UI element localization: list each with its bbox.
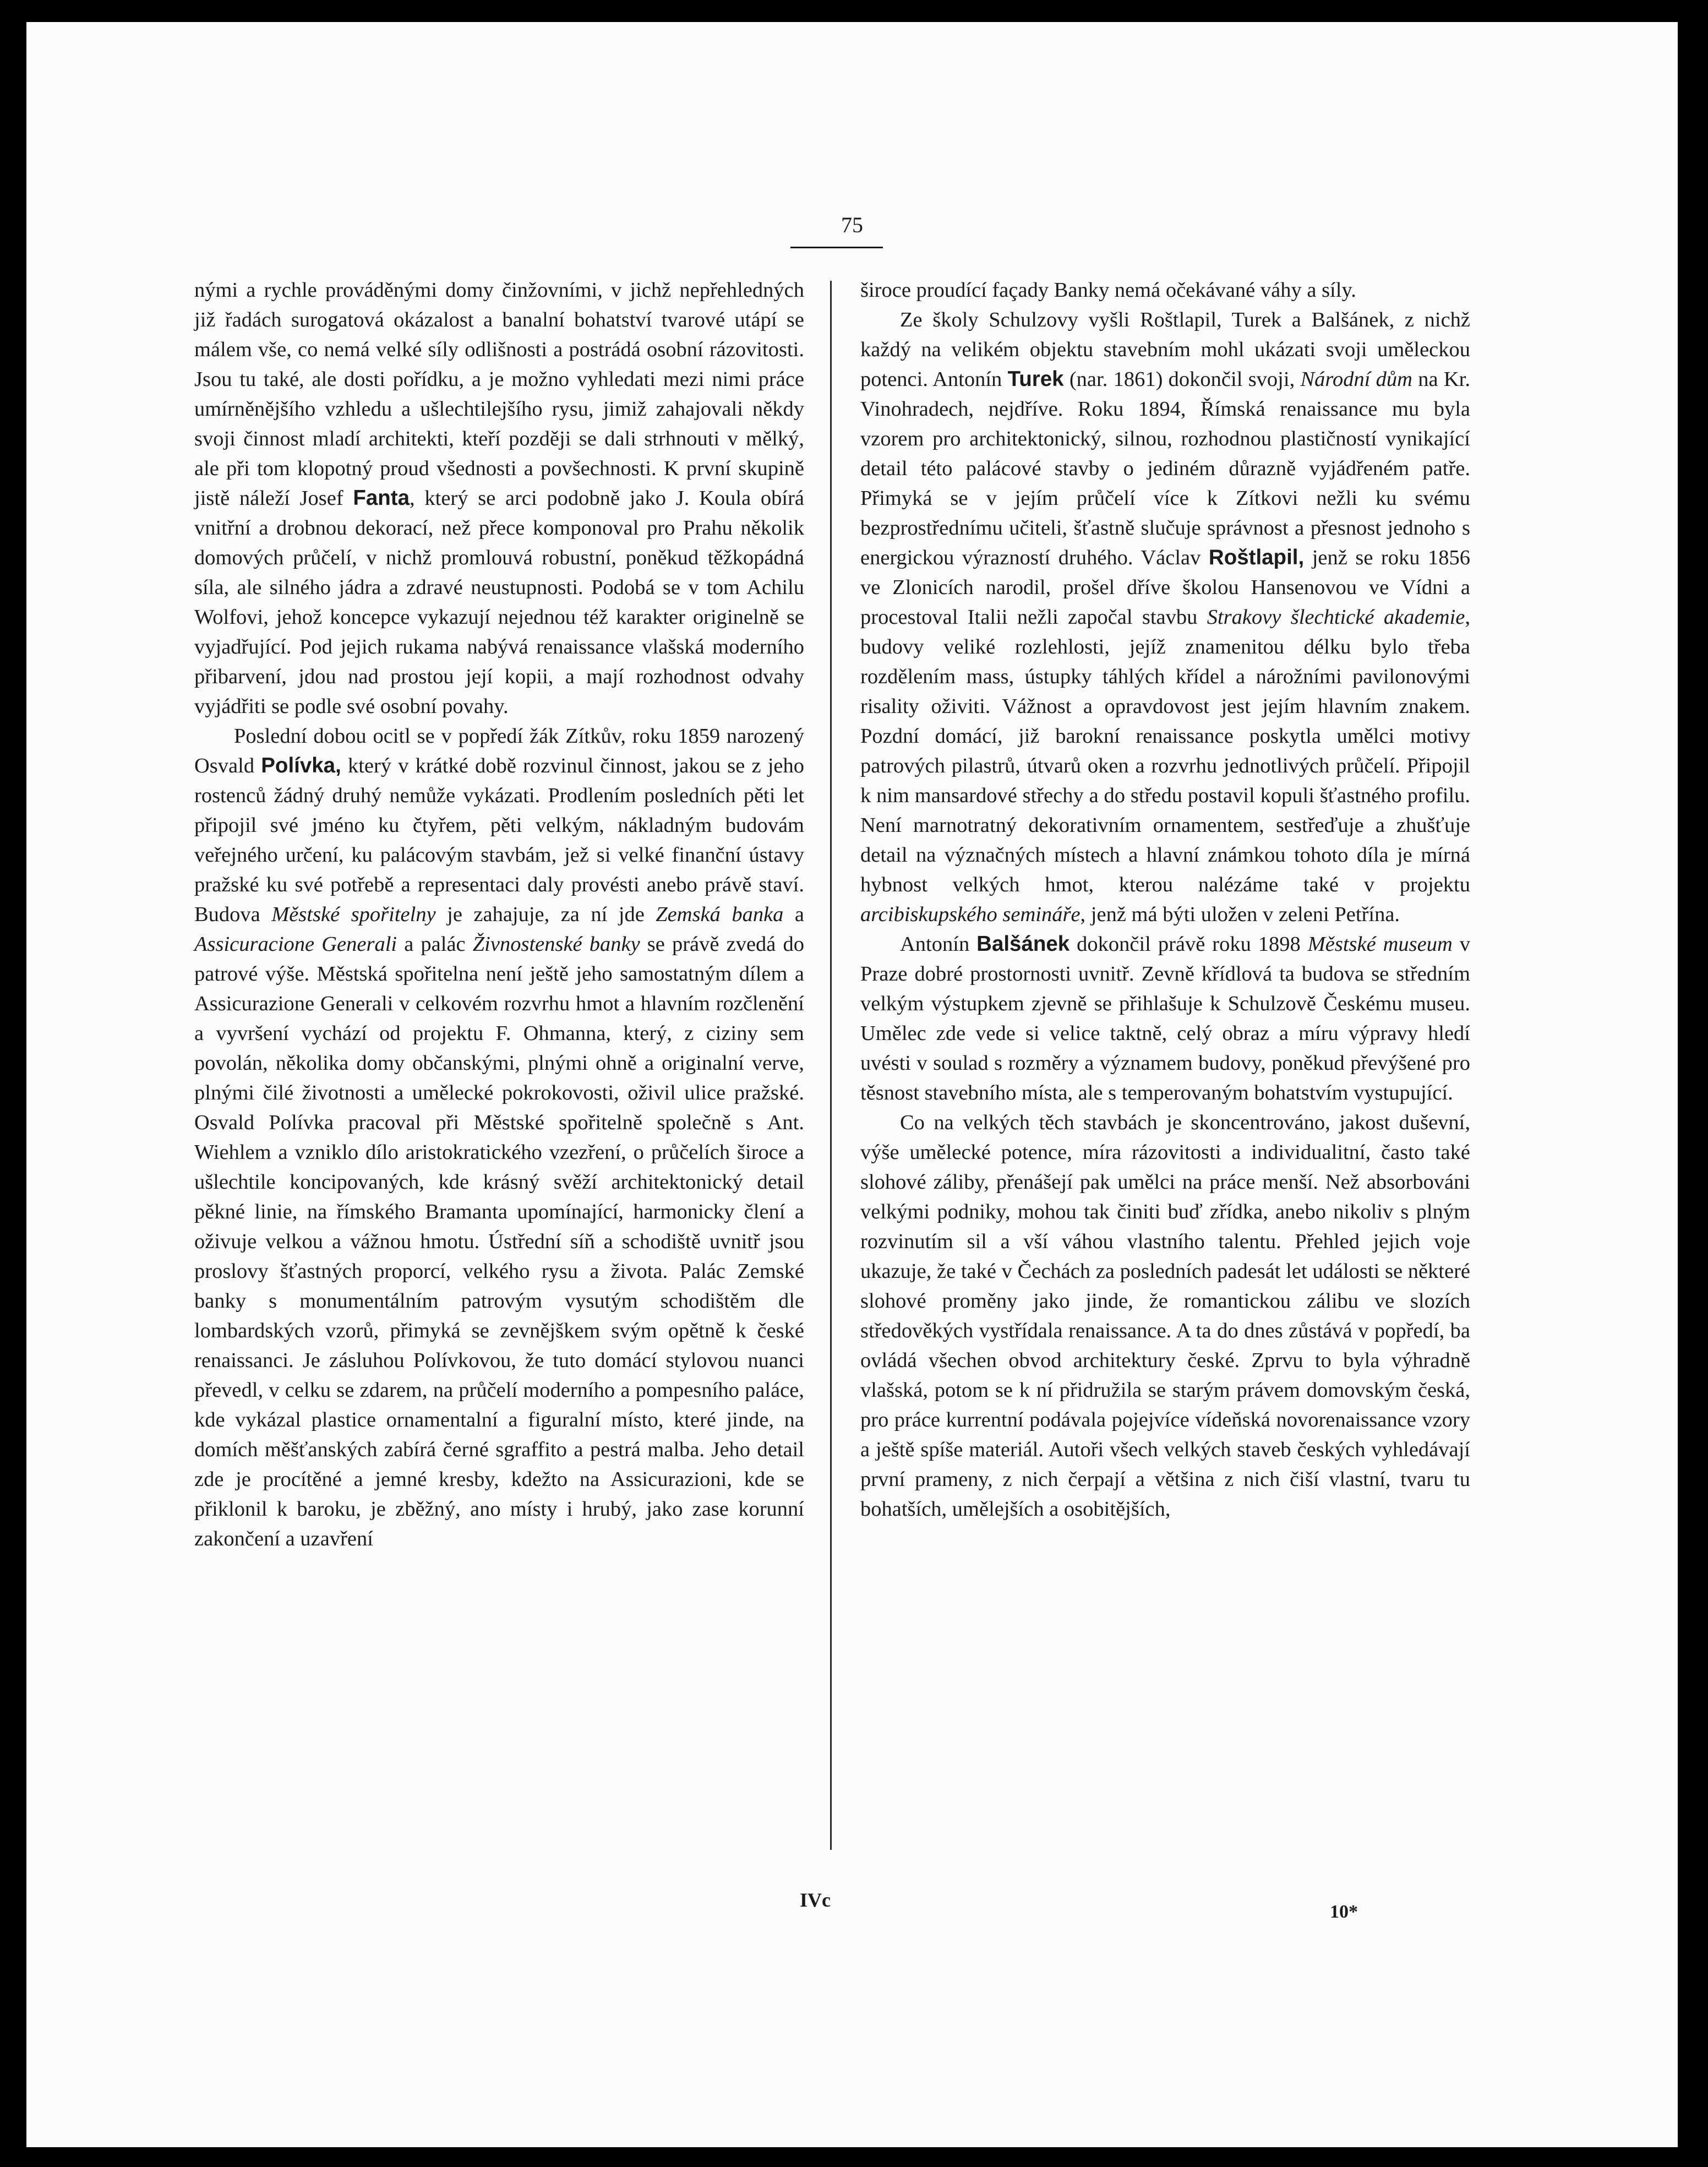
text-run: který v krátké době rozvinul činnost, jakou se z jeho rostenců žádný druhý nemůže vykázati. Prodlením posledních pěti let připojil své jméno ku čtyřem, pěti velkým, nákladným budovám veřejného určení, ku palácovým stavbám, jež si velké finanční ústavy pražské ku své potřebě a representaci daly provésti anebo právě staví. Budova [194,754,804,926]
italic-title: arcibiskupského semináře [860,903,1081,926]
text-run: Co na velkých těch stavbách je skoncentrováno, jakost duševní, výše umělecké potence, míra rázovitosti a individualitní, často také slohové záliby, přenášejí pak umělci na práce menší. Než absorbováni velkými podniky, mohou tak činiti buď zřídka, anebo nikoliv s plným rozvinutím sil a vší váhou vlastního talentu. Přehled jejich voje ukazuje, že také v Čechách za posledních padesát let události se některé slohové proměny jako jinde, že romantickou zálibu ve slozích středověkých vystřídala renaissance. A ta do dnes zůstává v popředí, ba ovládá všechen obvod architektury české. Zprvu to byla výhradně vlašská, potom se k ní přidružila se starým právem domovským česká, pro práce kurrentní podávala pojejvíce vídeňská novorenaissance vzory a ještě spíše materiál. Autoři všech velkých staveb českých vyhledávají první prameny, z nich čerpají a většina z nich čiší vlastní, tvaru tu bohatších, umělejších a osobitějších, [860,1111,1470,1521]
left-paragraph-1 [194,275,804,721]
text-run: Poslední dobou ocitl se v popředí žák Zítkův, roku 1859 narozený Osvald [194,725,804,777]
page-number-rule [790,247,883,248]
architect-name: Turek [1007,367,1064,391]
right-paragraph-3 [860,929,1470,1108]
architect-name: Polívka, [261,754,341,777]
right-paragraph-2 [860,305,1470,929]
text-run: v Praze dobré prostornosti uvnitř. Zevně křídlová ta budova se středním velkým výstupkem zjevně se přihlašuje k Schulzově Českému museu. Umělec zde vede si velice taktně, celý obraz a míru výpravy hledí uvésti v soulad s rozměry a významem budovy, poněkud převýšené pro těsnost stavebního místa, ale s temperovaným bohatstvím vystupující. [860,933,1470,1104]
sheet-mark: 10* [1330,1902,1358,1922]
italic-title: Strakovy šlechtické akademie [1207,606,1465,629]
text-run: a [783,903,804,926]
text-run: , který se arci podobně jako J. Koula obírá vnitřní a drobnou dekorací, než přece komponoval pro Prahu několik domových průčelí, v nichž promlouvá robustní, poněkud těžkopádná síla, ale silného jádra a zdravé neustupnosti. Podobá se v tom Achilu Wolfovi, jehož koncepce vykazují nejednou též karakter originelně se vyjadřující. Pod jejich rukama nabývá renaissance vlašská moderního přibarvení, jdou nad prostou její kopii, a mají rozhodnost odvahy vyjádřiti se podle své osobní povahy. [194,487,804,718]
text-run: jenž se roku 1856 ve Zlonicích narodil, prošel dříve školou Hansenovou ve Vídni a procestoval Italii nežli započal stavbu [860,546,1471,629]
text-run: se právě zvedá do patrové výše. Městská spořitelna není ještě jeho samostatným dílem a Assicurazione Generali v celkovém rozvrhu hmot a hlavním rozčlenění a vyvršení vychází od projektu F. Ohmanna, který, z ciziny sem povolán, několika domy občanskými, plnými ohně a originalní verve, plnými čilé životnosti a umělecké pokrokovosti, oživil ulice pražské. Osvald Polívka pracoval při Městské spořitelně společně s Ant. Wiehlem a vzniklo dílo aristokratického vzezření, o průčelích široce a ušlechtile koncipovaných, kde krásný svěží architektonický detail pěkné linie, na římského Bramanta upomínající, harmonicky člení a oživuje velkou a vážnou hmotu. Ústřední síň a schodiště uvnitř jsou proslovy šťastných proporcí, velkého rysu a života. Palác Zemské banky s monumentálním patrovým vysutým schodištěm dle lombardských vzorů, přimyká se zevnějškem svým opětně k české renaissanci. Je zásluhou Polívkovou, že tuto domácí stylovou nuanci převedl, v celku se zdarem, na průčelí moderního a pompesního paláce, kde vykázal plastice ornamentalní a figuralní místo, které jinde, na domích měšťanských zabírá černé sgraffito a pestrá malba. Jeho detail zde je procítěné a jemné kresby, kdežto na Assicurazioni, kde se přiklonil k baroku, je zběžný, ano místy i hrubý, jako zase korunní zakončení a uzavření [194,933,804,1550]
book-page [26,22,1678,2147]
right-paragraph-1 [860,275,1470,305]
italic-title: Zemská banka [656,903,784,926]
architect-name: Fanta [353,486,410,510]
italic-title: Assicuracione Generali [194,933,397,956]
text-run: nými a rychle prováděnými domy činžovními, v jichž nepřehledných již řadách surogatová okázalost a banalní bohatství tvarové utápí se málem vše, co nemá velké síly odlišnosti a postrádá osobní rázovitosti. Jsou tu také, ale dosti pořídku, a je možno vyhledati mezi nimi práce umírněnějšího vzhledu a ušlechtilejšího rysu, jimiž zahajovali někdy svoji činnost mladí architekti, kteří později se dali strhnouti v mělký, ale při tom klopotný proud všednosti a povšechnosti. K první skupině jistě náleží Josef [194,279,804,510]
architect-name: Balšánek [976,932,1070,956]
left-column [194,275,804,1554]
signature-mark: IVc [800,1889,831,1911]
text-run: , budovy veliké rozlehlosti, jejíž znamenitou délku bylo třeba rozdělením mass, ústupky táhlých křídel a nárožními pavilonovými risality oživiti. Vážnost a opravdovost jest jejím hlavním znakem. Pozdní domácí, již barokní renaissance poskytla umělci motivy patrových pilastrů, útvarů oken a rozvrhu jednotlivých průčelí. Připojil k nim mansardové střechy a do středu postavil kopuli šťastného profilu. Není marnotratný dekorativním ornamentem, sestřeďuje a zhušťuje detail na význačných místech a hlavní známkou tohoto díla je mírná hybnost velkých hmot, kterou nalézáme také v projektu [860,606,1470,896]
left-paragraph-2 [194,721,804,1554]
text-run: , jenž má býti uložen v zeleni Petřína. [1080,903,1400,926]
text-run: na Kr. Vinohradech, nejdříve. Roku 1894, Římská renaissance mu byla vzorem pro architektonický, silnou, rozhodnou plastičností vynikající detail této palácové stavby o jediném důrazně vyjádřeném patře. Přimyká se v jejím průčelí více k Zítkovi nežli ku svému bezprostřednímu učiteli, šťastně slučuje správnost a přesnost jednoho s energickou výrazností druhého. Václav [860,368,1470,569]
architect-name: Roštlapil, [1208,546,1305,569]
text-run: a palác [397,933,473,956]
right-paragraph-4 [860,1108,1470,1524]
right-column [860,275,1470,1524]
text-run: široce proudící façady Banky nemá očekávané váhy a síly. [860,279,1356,302]
text-run: dokončil právě roku 1898 [1069,933,1308,956]
italic-title: Městské spořitelny [271,903,436,926]
italic-title: Národní dům [1300,368,1412,391]
page-number: 75 [841,213,863,237]
text-run: (nar. 1861) dokončil svoji, [1063,368,1301,391]
italic-title: Živnostenské banky [472,933,640,956]
italic-title: Městské museum [1307,933,1453,956]
text-run: Ze školy Schulzovy vyšli Roštlapil, Turek a Balšánek, z nichž každý na velikém objektu stavebním mohl ukázati svoji uměleckou potenci. Antonín [860,308,1470,391]
text-run: je zahajuje, za ní jde [435,903,656,926]
text-run: Antonín [900,933,977,956]
column-divider [830,281,832,1850]
